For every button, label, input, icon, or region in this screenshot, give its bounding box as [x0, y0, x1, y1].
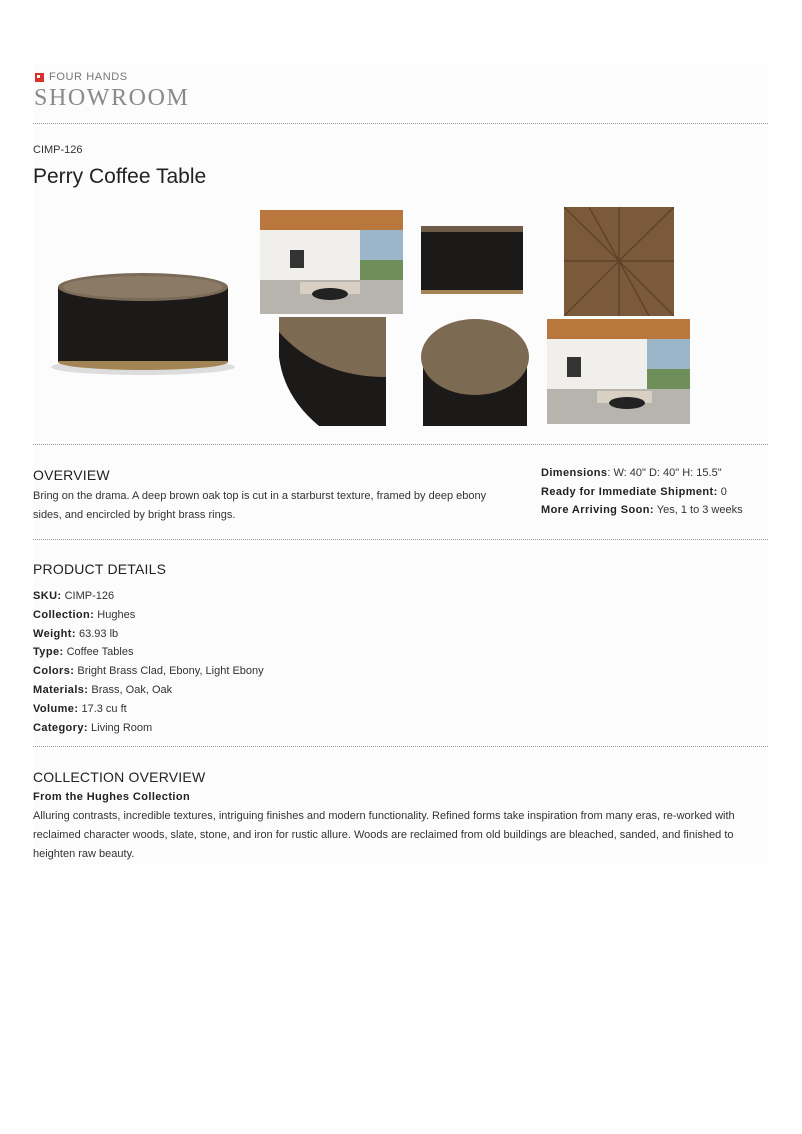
divider — [33, 539, 768, 540]
overview-heading: OVERVIEW — [33, 467, 110, 483]
divider — [33, 746, 768, 747]
detail-row — [33, 681, 264, 700]
detail-label: SKU: — [33, 590, 62, 602]
detail-label: Weight: — [33, 627, 76, 640]
detail-row — [33, 587, 264, 606]
spec-label: Ready for Immediate Shipment: — [541, 485, 718, 498]
detail-value: Bright Brass Clad, Ebony, Light Ebony — [77, 665, 264, 678]
detail-label: Colors: — [33, 665, 75, 678]
product-image-front[interactable] — [33, 207, 249, 426]
detail-label: Volume: — [33, 702, 79, 715]
detail-row — [33, 625, 264, 644]
spec-sep: : — [607, 467, 614, 479]
spec-value: W: 40" D: 40" H: 15.5" — [613, 467, 722, 479]
spec-label: Dimensions — [541, 467, 608, 479]
detail-value: 17.3 cu ft — [81, 702, 127, 715]
spec-arriving-soon — [541, 501, 743, 520]
detail-label: Type: — [33, 646, 64, 659]
detail-value: CIMP-126 — [64, 590, 115, 602]
wood-top-detail-image[interactable] — [564, 207, 674, 316]
divider — [33, 444, 768, 445]
detail-value: Living Room — [91, 721, 153, 734]
spec-label: More Arriving Soon: — [541, 504, 654, 516]
edge-closeup-image[interactable] — [279, 317, 386, 426]
header — [33, 64, 768, 124]
detail-row — [33, 643, 264, 662]
collection-text: Alluring contrasts, incredible textures, intriguing finishes and modern functionality. Refined forms take inspiration from many eras, re-worked with reclaimed character woods, slate, stone, and iron for rustic allure. Woods are reclaimed from old buildings are bleached, sanded, and finished to heighten raw beauty. — [33, 810, 735, 860]
collection-heading: COLLECTION OVERVIEW — [33, 769, 206, 785]
product-title: Perry Coffee Table — [33, 165, 207, 188]
room-scene-image-2[interactable] — [547, 319, 690, 424]
brand-name: FOUR HANDS — [49, 71, 128, 83]
sku-code: CIMP-126 — [33, 144, 83, 156]
spec-sheet — [33, 64, 768, 864]
brand-logo-icon — [35, 73, 44, 82]
room-scene-image-1[interactable] — [260, 210, 403, 314]
detail-value: Coffee Tables — [66, 646, 134, 659]
detail-row — [33, 700, 264, 719]
detail-row — [33, 719, 264, 738]
collection-subheading: From the Hughes Collection — [33, 791, 191, 803]
top-angle-image[interactable] — [419, 317, 531, 426]
details-list — [33, 587, 264, 737]
detail-label: Category: — [33, 721, 88, 734]
spec-dimensions — [541, 464, 743, 483]
detail-row — [33, 606, 264, 625]
spec-list — [541, 464, 743, 520]
detail-value: Brass, Oak, Oak — [91, 683, 173, 696]
brand-row — [35, 71, 128, 83]
showroom-wordmark: SHOWROOM — [34, 85, 190, 111]
divider — [33, 123, 768, 124]
detail-row — [33, 662, 264, 681]
overview-text: Bring on the drama. A deep brown oak top is cut in a starburst texture, framed by deep ebony sides, and encircled by bright brass rings. — [33, 490, 487, 521]
spec-value: 0 — [720, 485, 727, 498]
product-image-side[interactable] — [419, 210, 529, 314]
detail-value: 63.93 lb — [79, 627, 119, 640]
spec-ready-shipment — [541, 483, 743, 502]
detail-label: Materials: — [33, 683, 89, 696]
spec-value: Yes, 1 to 3 weeks — [656, 504, 743, 516]
detail-label: Collection: — [33, 608, 95, 621]
details-heading: PRODUCT DETAILS — [33, 561, 167, 577]
detail-value: Hughes — [97, 608, 136, 621]
